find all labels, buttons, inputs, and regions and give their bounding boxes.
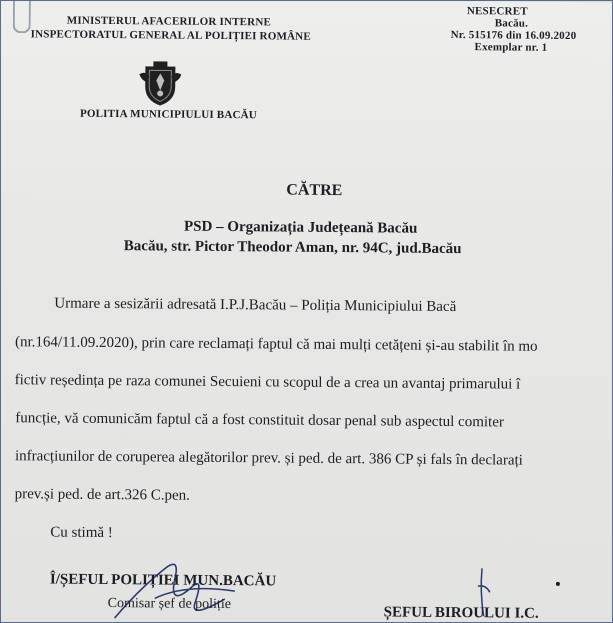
body-line: Urmare a sesizării adresată I.P.J.Bacău – Poliția Municipiului Bacă <box>54 295 457 316</box>
ink-mark <box>556 582 560 586</box>
left-signatory-rank: Comisar șef de poliție <box>107 596 232 613</box>
paper-clip <box>13 0 31 33</box>
body-line: funcție, vă comunicăm faptul că a fost constituit dosar penal sub aspectul comiter <box>15 410 504 431</box>
body-line: prev.și ped. de art.326 C.pen. <box>14 486 190 504</box>
registration-number: Nr. 515176 din 16.09.2020 <box>450 28 577 43</box>
body-line: infracțiunilor de coruperea alegătorilor prev. și ped. de art. 386 CP și fals în declarați <box>14 448 523 469</box>
left-signatory-title: Î/ȘEFUL POLIȚIEI MUN.BACĂU <box>49 571 277 590</box>
right-signatory-title: ȘEFUL BIROULUI I.C. <box>383 604 539 622</box>
header-inspectorate: INSPECTORATUL GENERAL AL POLIȚIEI ROMÂNE <box>30 28 311 43</box>
recipient-heading: CĂTRE <box>286 181 343 200</box>
closing-greeting: Cu stimă ! <box>50 524 113 542</box>
classification-label: NESECRET <box>466 5 528 18</box>
police-crest-icon <box>135 60 185 106</box>
classification-place: Bacău. <box>494 17 529 30</box>
copy-number: Exemplar nr. 1 <box>474 41 548 54</box>
body-line: (nr.164/11.09.2020), prin care reclamați faptul că mai mulți cetățeni și-au stabilit în mo <box>14 334 538 355</box>
header-ministry: MINISTERUL AFACERILOR INTERNE <box>66 14 272 29</box>
recipient-address: Bacău, str. Pictor Theodor Aman, nr. 94C, jud.Bacău <box>123 238 462 258</box>
recipient-organization: PSD – Organizația Județeană Bacău <box>183 218 418 237</box>
police-unit-name: POLITIA MUNICIPIULUI BACĂU <box>79 107 257 122</box>
body-line: fictiv reședința pe raza comunei Secuieni cu scopul de a crea un avantaj primarului î <box>14 372 521 393</box>
